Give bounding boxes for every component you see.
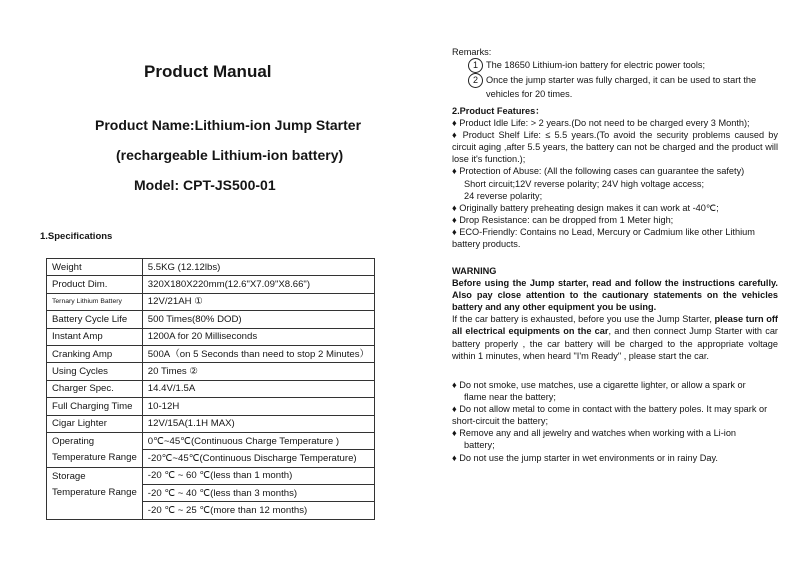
- spec-value: 500A（on 5 Seconds than need to stop 2 Minutes）: [142, 345, 374, 362]
- spec-value: 12V/21AH ①: [142, 293, 374, 310]
- tip-item-continued: flame near the battery;: [464, 392, 556, 403]
- spec-value: 0℃~45℃(Continuous Charge Temperature ): [142, 432, 374, 449]
- table-row: [47, 259, 375, 276]
- spec-value: 14.4V/1.5A: [142, 380, 374, 397]
- remarks-section: [452, 46, 778, 100]
- spec-label-line: Temperature Range: [52, 452, 137, 464]
- feature-item: ♦ Product Shelf Life: ≤ 5.5 years.(To avoid the security problems caused by circuit aging ,after 5.5 years, the battery can not be charged and the product will lose it's function.);: [452, 129, 778, 165]
- table-row: [47, 311, 375, 328]
- spec-label: Cigar Lighter: [47, 415, 143, 432]
- circled-number: 1: [468, 58, 483, 73]
- spec-label: Using Cycles: [47, 363, 143, 380]
- warning-bold-text: Before using the Jump starter, read and follow the instructions carefully. Also pay close attention to the cautionary statements on the vehicles battery and any other equipment you be using.: [452, 278, 778, 313]
- remark-2-continued: vehicles for 20 times.: [486, 89, 573, 100]
- circled-number: 2: [468, 73, 483, 88]
- remark-1: 1 The 18650 Lithium-ion battery for electric power tools;: [452, 58, 778, 73]
- table-row: [47, 415, 375, 432]
- spec-label: Battery Cycle Life: [47, 311, 143, 328]
- spec-value: -20 ℃ ~ 25 ℃(more than 12 months): [142, 502, 374, 519]
- spec-value: -20 ℃ ~ 40 ℃(less than 3 months): [142, 485, 374, 502]
- spec-value: 20 Times ②: [142, 363, 374, 380]
- spec-label: Cranking Amp: [47, 345, 143, 362]
- spec-label: Full Charging Time: [47, 398, 143, 415]
- remarks-heading: Remarks:: [452, 47, 492, 57]
- spec-label-line: Storage: [52, 470, 86, 482]
- features-heading: 2.Product Features：: [452, 106, 545, 116]
- features-section: [452, 105, 778, 250]
- spec-label: Ternary Lithium Battery: [47, 293, 143, 310]
- product-subtitle: (rechargeable Lithium-ion battery): [116, 147, 344, 163]
- safety-tips: [452, 379, 778, 464]
- spec-label: Weight: [47, 259, 143, 276]
- specifications-heading: 1.Specifications: [40, 231, 113, 242]
- remark-2: 2 Once the jump starter was fully charged, it can be used to start the: [452, 73, 778, 88]
- product-name: Product Name:Lithium-ion Jump Starter: [95, 117, 362, 133]
- feature-item: ♦ Drop Resistance: can be dropped from 1 Meter high;: [452, 214, 778, 226]
- table-row: [47, 293, 375, 310]
- spec-value: -20℃~45℃(Continuous Discharge Temperature): [142, 450, 374, 467]
- tip-item: ♦ Do not smoke, use matches, use a cigarette lighter, or allow a spark or: [452, 379, 778, 391]
- feature-item: ♦ ECO-Friendly: Contains no Lead, Mercury or Cadmium like other Lithium battery products.: [452, 226, 778, 250]
- spec-value: 5.5KG (12.12lbs): [142, 259, 374, 276]
- spec-value: 1200A for 20 Milliseconds: [142, 328, 374, 345]
- table-row: [47, 380, 375, 397]
- tip-item-continued: battery;: [464, 440, 495, 451]
- specifications-table: [46, 258, 375, 520]
- spec-label-line: Operating: [52, 435, 95, 447]
- model-number: Model: CPT-JS500-01: [134, 177, 276, 193]
- spec-value: 12V/15A(1.1H MAX): [142, 415, 374, 432]
- warning-paragraph: If the car battery is exhausted, before you use the Jump Starter, please turn off all electrical equipments on the car, and then connect Jump Starter with car battery properly , the car battery will be charged to the appropriate voltage within 1 minutes, when heard "I'm Ready" , please start the car.: [452, 314, 778, 361]
- table-row: [47, 328, 375, 345]
- spec-value: 500 Times(80% DOD): [142, 311, 374, 328]
- feature-subitem: Short circuit;12V reverse polarity; 24V high voltage access;: [464, 178, 705, 189]
- spec-label-line: Temperature Range: [52, 487, 137, 499]
- table-row: [47, 467, 375, 484]
- warning-heading: WARNING: [452, 266, 497, 276]
- feature-item: ♦ Originally battery preheating design makes it can work at -40℃;: [452, 202, 778, 214]
- table-row: [47, 363, 375, 380]
- spec-label: [47, 432, 143, 467]
- spec-value: 10-12H: [142, 398, 374, 415]
- table-row: [47, 432, 375, 449]
- warning-section: [452, 265, 778, 362]
- table-row: [47, 398, 375, 415]
- tip-item: ♦ Do not allow metal to come in contact with the battery poles. It may spark or short-circuit the battery;: [452, 403, 778, 427]
- page-title: Product Manual: [144, 62, 272, 81]
- spec-value: 320X180X220mm(12.6"X7.09"X8.66"): [142, 276, 374, 293]
- table-row: [47, 276, 375, 293]
- table-row: [47, 345, 375, 362]
- spec-label: Charger Spec.: [47, 380, 143, 397]
- feature-item: ♦ Product Idle Life: > 2 years.(Do not need to be charged every 3 Month);: [452, 117, 778, 129]
- feature-subitem: 24 reverse polarity;: [464, 190, 543, 201]
- spec-label: [47, 467, 143, 519]
- tip-item: ♦ Do not use the jump starter in wet environments or in rainy Day.: [452, 452, 778, 464]
- tip-item: ♦ Remove any and all jewelry and watches when working with a Li-ion: [452, 427, 778, 439]
- spec-value: -20 ℃ ~ 60 ℃(less than 1 month): [142, 467, 374, 484]
- spec-label: Instant Amp: [47, 328, 143, 345]
- spec-label: Product Dim.: [47, 276, 143, 293]
- feature-item: ♦ Protection of Abuse: (All the following cases can guarantee the safety): [452, 165, 778, 177]
